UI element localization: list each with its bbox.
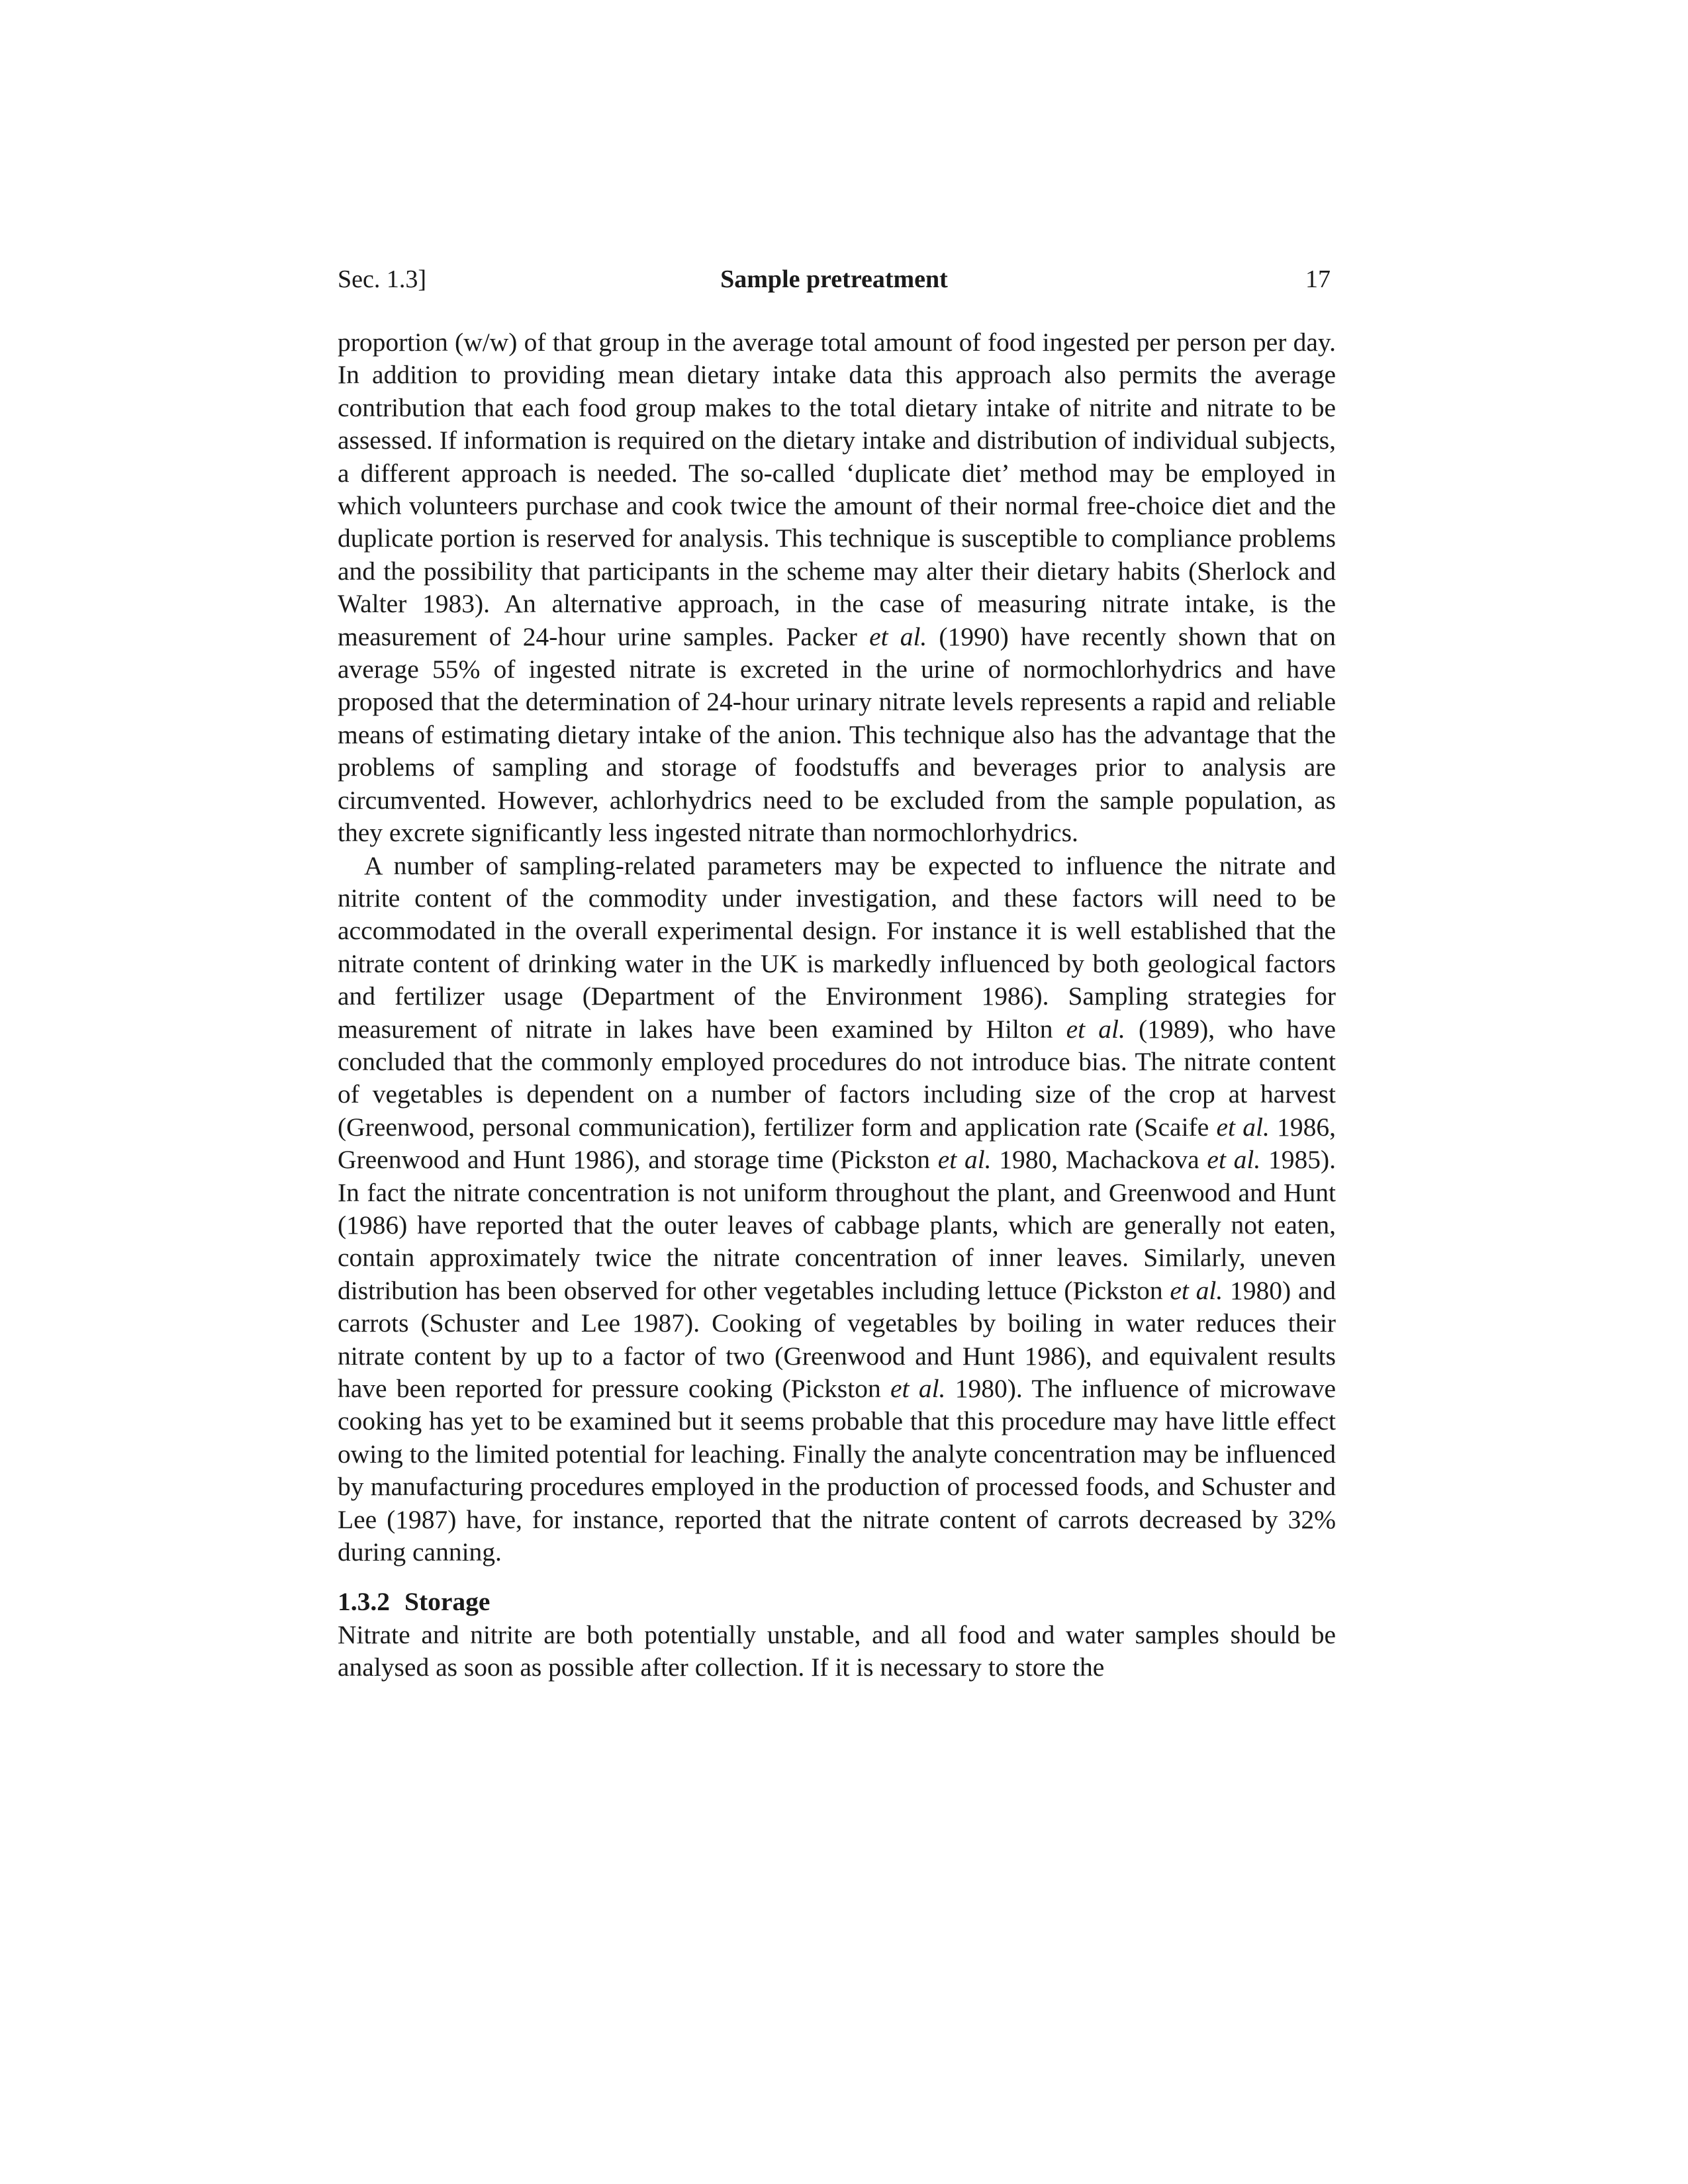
citation-et-al: et al. (890, 1374, 946, 1403)
text-run: (1989), who have concluded that the commonly employed procedures do not introduce bias. The nitrate content of vegetables is dependent on a number of factors including size of the crop at harvest (Greenwood, personal communication), fertilizer form and application rate (Scaife (338, 1014, 1336, 1142)
citation-et-al: et al. (1066, 1014, 1125, 1044)
paragraph-storage: Nitrate and nitrite are both potentially unstable, and all food and water samples should be analysed as soon as possible after collection. If it is necessary to store the (338, 1619, 1336, 1682)
text-run: A number of sampling-related parameters may be expected to influence the nitrate and nitrite content of the commodity under investigation, and these factors will need to be accommodated in the overall experimental design. For instance it is well established that the nitrate content of drinking water in the UK is markedly influenced by both geological factors and fertilizer usage (Department of the Environment 1986). Sampling strategies for measurement of nitrate in lakes have been examined by Hilton (338, 850, 1336, 1044)
section-heading-storage (338, 1586, 1336, 1618)
citation-et-al: et al. (869, 621, 927, 651)
text-run: (1990) have recently shown that on average 55% of ingested nitrate is excreted in the urine of normochlorhydrics and have proposed that the determination of 24-hour urinary nitrate levels represents a rapid and reliable means of estimating dietary intake of the anion. This technique also has the advantage that the problems of sampling and storage of foodstuffs and beverages prior to analysis are circumvented. However, achlorhydrics need to be excluded from the sample population, as they excrete significantly less ingested nitrate than normochlorhydrics. (338, 621, 1336, 848)
running-head (338, 259, 1331, 299)
paragraph-dietary-intake (338, 326, 1336, 850)
text-run: 1980) and carrots (Schuster and Lee 1987). Cooking of vegetables by boiling in water reduces their nitrate content by up to a factor of two (Greenwood and Hunt 1986), and equivalent results have been reported for pressure cooking (Pickston (338, 1275, 1336, 1403)
paragraph-sampling-parameters (338, 850, 1336, 1569)
page-number: 17 (1305, 265, 1331, 293)
citation-et-al: et al. (1216, 1112, 1270, 1142)
text-run: proportion (w/w) of that group in the average total amount of food ingested per person per day. In addition to providing mean dietary intake data this approach also permits the average contribution that each food group makes to the total dietary intake of nitrite and nitrate to be assessed. If information is required on the dietary intake and distribution of individual subjects, a different approach is needed. The so-called ‘duplicate diet’ method may be employed in which volunteers purchase and cook twice the amount of their normal free-choice diet and the duplicate portion is reserved for analysis. This technique is susceptible to compliance problems and the possibility that participants in the scheme may alter their dietary habits (Sherlock and Walter 1983). An alternative approach, in the case of measuring nitrate intake, is the measurement of 24-hour urine samples. Packer (338, 328, 1336, 651)
citation-et-al: et al. (937, 1145, 992, 1175)
text-run: 1980). The influence of microwave cooking has yet to be examined but it seems probable that this procedure may have little effect owing to the limited potential for leaching. Finally the analyte concentration may be influenced by manufacturing procedures employed in the production of processed foods, and Schuster and Lee (1987) have, for instance, reported that the nitrate content of carrots decreased by 32% during canning. (338, 1374, 1336, 1567)
text-run: 1980, Machackova (999, 1145, 1199, 1175)
citation-et-al: et al. (1207, 1145, 1261, 1175)
section-reference: Sec. 1.3] (338, 265, 427, 293)
body-text (338, 326, 1336, 1684)
section-number: 1.3.2 (338, 1587, 390, 1617)
text-run: 1986, Greenwood and Hunt 1986), and storage time (Pickston (338, 1112, 1336, 1175)
chapter-title: Sample pretreatment (720, 265, 948, 293)
citation-et-al: et al. (1170, 1275, 1223, 1305)
text-run: 1985). In fact the nitrate concentration is not uniform throughout the plant, and Greenwood and Hunt (1986) have reported that the outer leaves of cabbage plants, which are generally not eaten, contain approximately twice the nitrate concentration of inner leaves. Similarly, uneven distribution has been observed for other vegetables including lettuce (Pickston (338, 1145, 1336, 1305)
section-title: Storage (404, 1587, 491, 1617)
